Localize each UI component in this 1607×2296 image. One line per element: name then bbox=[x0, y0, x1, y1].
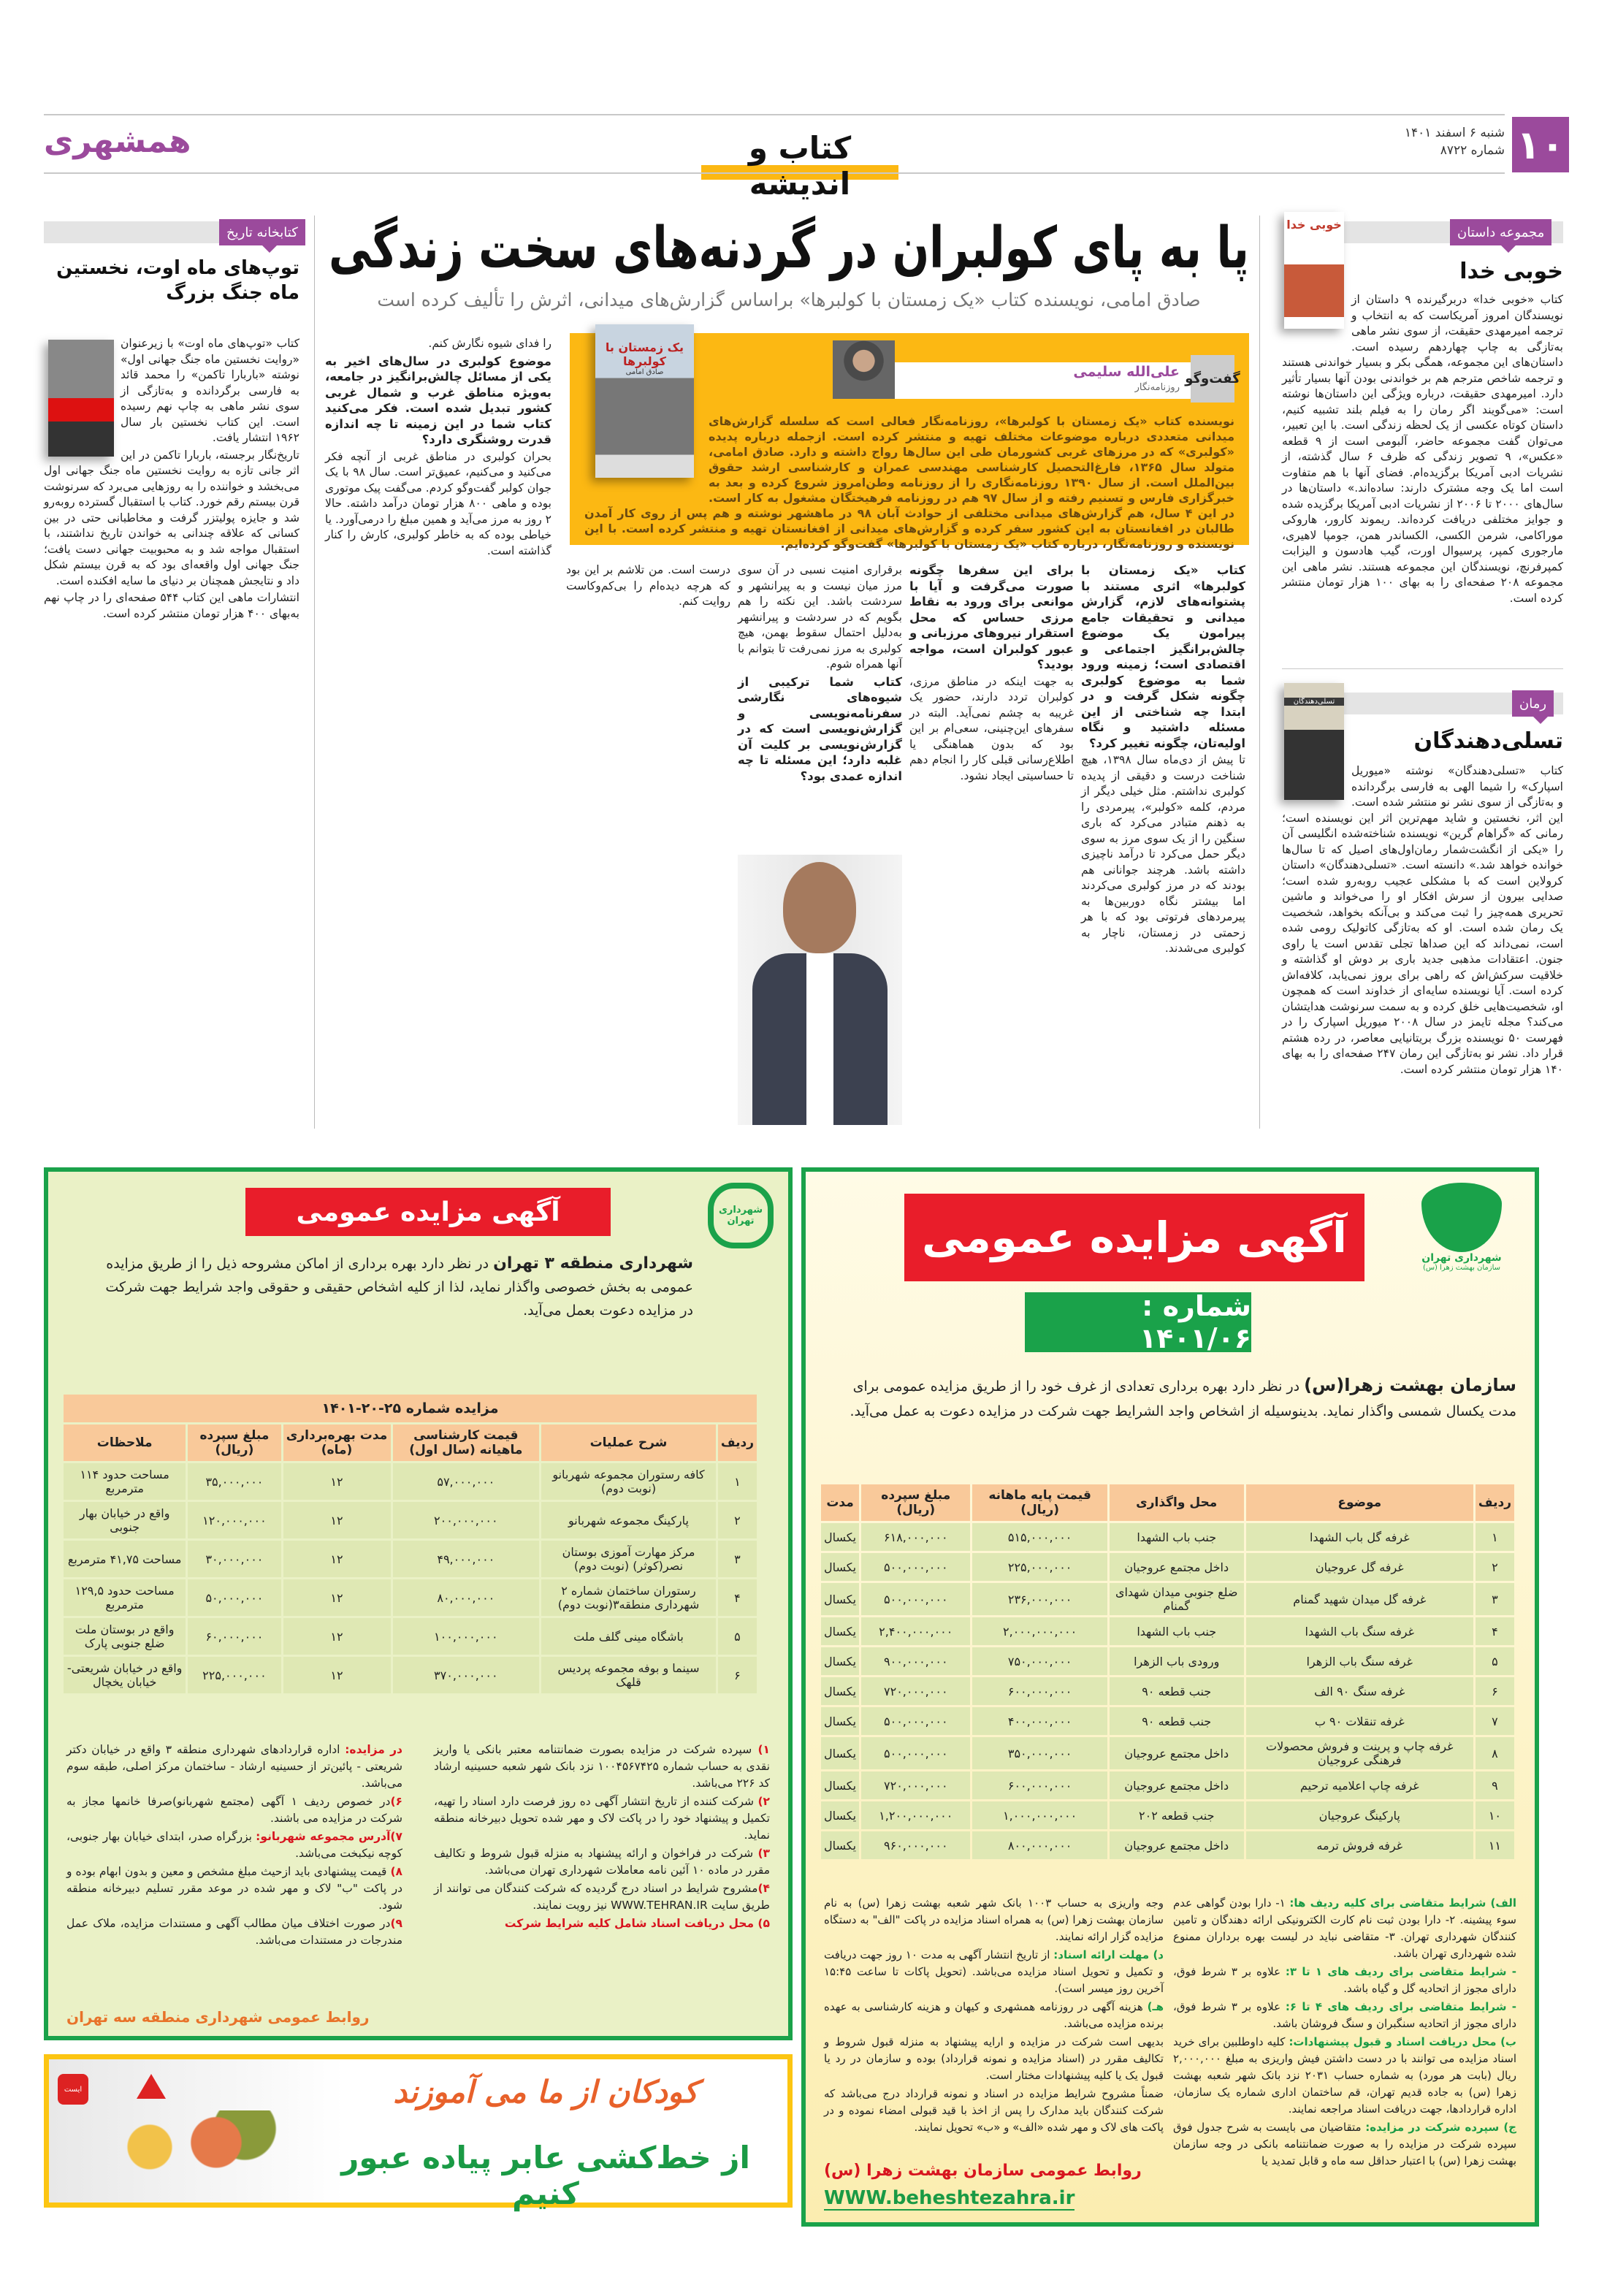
condition-text: مشروح شرایط در اسناد درج گردیده که شرکت کنندگان می توانند از طریق سایت WWW.TEHRAN.IR نیز رویت نمایند. bbox=[434, 1882, 770, 1912]
interview-question: برای این سفرها چگونه صورت می‌گرفت و آیا با موانعی برای ورود به نقاط مرزی حساس که محل استقرار نیروهای مرزبانی و عبور کولبران است، مواجه بودید؟ bbox=[909, 563, 1074, 671]
table-cell: ۵۰۰,۰۰۰,۰۰۰ bbox=[861, 1707, 970, 1735]
crosswalk-sign-icon bbox=[137, 2074, 166, 2099]
interview-answer: تا پیش از دی‌ماه سال ۱۳۹۸، هیچ شناخت درست و دقیقی از پدیده کولبری نداشتم. مثل خیلی دیگر از مردم، کلمه «کولبر»، پیرمردی را به ذهنم متبادر می‌کرد که باری سنگین را از یک سوی مرز به سوی دیگر حمل می‌کرد تا درآمد ناچیزی داشته باشد. هرچند جوانانی هم بودند که در مرز کولبری می‌کردند اما بیشتر نگاه دوربین‌ها به پیرمردهای فرتوتی بود که با هر زحمتی در زمستان، ناچار به کولبری می‌شدند. bbox=[1081, 753, 1245, 955]
table-header-row bbox=[821, 1484, 1514, 1521]
table-row bbox=[821, 1831, 1514, 1859]
table-cell: ورودی باب الزهرا bbox=[1110, 1647, 1244, 1675]
condition-item bbox=[824, 1947, 1164, 1997]
section-title: کتاب و اندیشه bbox=[748, 130, 852, 202]
author-role: روزنامه‌نگار bbox=[1134, 382, 1180, 393]
table-cell: واقع در خیابان بهار جنوبی bbox=[64, 1502, 186, 1538]
table-cell: یکسال bbox=[821, 1737, 859, 1769]
auction-table bbox=[61, 1422, 759, 1696]
condition-text: اداره قراردادهای شهرداری منطقه ۳ واقع در خیابان دکتر شریعتی - پائین‌تر از حسینیه ارشاد - ساختمان مرکز اصلی، طبقه سوم می‌باشد. bbox=[66, 1743, 402, 1790]
auction-table bbox=[819, 1482, 1516, 1861]
article-body-text: کتاب «تسلی‌دهندگان» نوشته «میوریل اسپارک» را شیما الهی به فارسی برگردانده و به‌تازگی از سوی نشر نو منتشر شده است. این اثر، نخستین و شاید مهم‌ترین اثر این نویسنده است؛ رمانی که «گراهام گرین» نویسنده شناخته‌شده انگلیسی آن را «یکی از انگشت‌شمار رمان‌اول‌های اصیل که تا سال‌ها خوانده خواهد شد.» دانسته است. «تسلی‌دهندگان» داستان کرولاین است که با مشکلی عجیب روبه‌رو شده است؛ صدایی بیرون از سرش افکار او را می‌خواند و ماشین تحریری همه‌چیز را ثبت می‌کند و بی‌آنکه بخواهد، شخصیت یک رمان شده است. او که به‌تازگی کاتولیک رومی شده است، نمی‌داند که این صداها تجلی تقدس است یا راوی جنون. اعتقادات مذهبی جدید باری بر دوش او گذاشته و خلاقیت سرکش‌اش که راهی برای بروز نمی‌یابد، کلافه‌اش کرده است. آیا نویسنده سایه‌ای از خداوند است که همچون او، شخصیت‌هایی خلق کرده و به سمت سرنوشت هدایتشان می‌کند؟ مجله تایمز در سال ۲۰۰۸ میوریل اسپارک را در فهرست ۵۰ نویسنده بزرگ بریتانیایی معاصر، در رده هشتم قرار داد. نشر نو به‌تازگی این رمان ۲۴۷ صفحه‌ای را به بهای ۱۴۰ هزار تومان منتشر کرده است. bbox=[1282, 764, 1564, 1076]
page-number: ۱۰ bbox=[1512, 117, 1569, 172]
table-cell: مساحت حدود ۱۱۴ مترمربع bbox=[64, 1463, 186, 1500]
book-cover-title: یک زمستان با کولبرها bbox=[605, 340, 684, 368]
condition-label: ۷)آدرس مجموعه شهربانو: bbox=[256, 1830, 402, 1843]
table-cell: جنب باب الشهدا bbox=[1110, 1617, 1244, 1645]
condition-label: ۲) bbox=[757, 1795, 770, 1808]
cover-spacer bbox=[584, 413, 709, 501]
table-cell: یکسال bbox=[821, 1707, 859, 1735]
table-cell: ۶۰,۰۰۰,۰۰۰ bbox=[188, 1618, 280, 1655]
condition-label: - شرایط متقاضی برای ردیف های ۱ تا ۳: bbox=[1285, 1965, 1516, 1978]
table-cell: ۵۷,۰۰۰,۰۰۰ bbox=[393, 1463, 540, 1500]
ad-title: آگهی مزایده عمومی bbox=[904, 1194, 1364, 1281]
table-cell: یکسال bbox=[821, 1677, 859, 1705]
auction-table-wrap bbox=[819, 1482, 1516, 1861]
ad-behesht-zahra-auction bbox=[801, 1167, 1539, 2227]
article-body-text: تاریخ‌نگار برجسته، باربارا تاکمن در این اثر جانی تازه به روایت نخستین ماه جنگ جهانی اول می‌بخشد و خواننده را به روزهایی می‌برد که سرنوشت قرن بیستم رقم خورد. کتاب با استقبال گسترده روبه‌رو شد و جایزه پولیتزر گرفت و مخاطبانی حتی در بین کسانی که علاقه چندانی به خواندن تاریخ نداشتند، با استقبال مواجه شد و به محبوبیت جهانی دست یافت؛ جنگ جهانی اول واقعه‌ای بود که به قرن بیستم شکل داد و نتایجش همچنان بر دنیای ما سایه افکنده است. bbox=[44, 448, 299, 587]
table-cell: غرفه گل باب الشهدا bbox=[1246, 1523, 1473, 1551]
table-cell: ۶۰۰,۰۰۰,۰۰۰ bbox=[972, 1771, 1107, 1799]
conditions-right bbox=[1173, 1895, 1516, 2171]
logo-line-2: سازمان بهشت زهرا (س) bbox=[1422, 1264, 1501, 1272]
issue-number: شماره ۸۷۲۲ bbox=[1440, 143, 1505, 158]
category-label: رمان bbox=[1512, 690, 1554, 717]
cover-spacer bbox=[1282, 763, 1351, 807]
condition-label: ۱) bbox=[757, 1743, 770, 1756]
byline-bar bbox=[833, 362, 1240, 399]
table-cell: رستوران ساختمان شماره ۲ شهرداری منطقه۳(نوبت دوم) bbox=[541, 1579, 716, 1616]
table-row bbox=[821, 1647, 1514, 1675]
table-cell: ۷ bbox=[1476, 1707, 1514, 1735]
condition-item bbox=[1173, 2119, 1516, 2170]
article-column-1 bbox=[1081, 562, 1245, 1129]
condition-text: متقاضیان می بایست به شرح جدول فوق سپرده شرکت در مزایده را به صورت ضمانتنامه بانکی در وجه سازمان بهشت زهرا (س) با اعتبار حداقل سه ماه و قابل تمدید یا bbox=[1173, 2121, 1516, 2167]
header-top-rule bbox=[44, 114, 1505, 115]
article-title: تسلی‌دهندگان bbox=[1413, 728, 1563, 754]
table-cell: ۶۱۸,۰۰۰,۰۰۰ bbox=[861, 1523, 970, 1551]
table-row bbox=[821, 1617, 1514, 1645]
table-cell: واقع در خیابان شریعتی- خیابان یخچال bbox=[64, 1657, 186, 1693]
table-cell: ۵ bbox=[1476, 1647, 1514, 1675]
issue-date: شنبه ۶ اسفند ۱۴۰۱ bbox=[1404, 126, 1505, 140]
condition-label: ۸) bbox=[390, 1865, 402, 1878]
condition-item bbox=[434, 1915, 770, 1932]
book-cover-title: تسلی‌دهندگان bbox=[1284, 698, 1344, 706]
table-cell: داخل مجتمع عروجیان bbox=[1110, 1737, 1244, 1769]
table-cell: ۷۲۰,۰۰۰,۰۰۰ bbox=[861, 1771, 970, 1799]
column-header: شرح عملیات bbox=[541, 1424, 716, 1461]
column-header: قیمت پایه ماهانه (ریال) bbox=[972, 1484, 1107, 1521]
face bbox=[783, 862, 856, 953]
table-row bbox=[821, 1771, 1514, 1799]
ad-title: آگهی مزایده عمومی bbox=[245, 1188, 611, 1236]
interview-answer: به جهت اینکه در مناطق مرزی، کولبران تردد دارند، حضور یک غریبه به چشم نمی‌آید. البته در سفرهای این‌چنینی، سعی‌ام بر این بود که بدون هماهنگی یا اطلاع‌رسانی قبلی کار را انجام دهم تا حساسیتی ایجاد نشود. bbox=[909, 674, 1074, 782]
table-row bbox=[64, 1657, 757, 1693]
condition-item bbox=[824, 1895, 1164, 1945]
column-header: مبلغ سپرده (ریال) bbox=[861, 1484, 970, 1521]
table-cell: ۹ bbox=[1476, 1771, 1514, 1799]
condition-item bbox=[66, 1742, 402, 1792]
condition-label: هـ) bbox=[1147, 2000, 1164, 2013]
newspaper-logo: همشهری bbox=[44, 123, 191, 160]
table-row bbox=[64, 1502, 757, 1538]
article-body bbox=[1282, 292, 1563, 636]
column-header: قیمت کارشناسی ماهیانه (سال اول) bbox=[393, 1424, 540, 1461]
table-cell: ۱,۰۰۰,۰۰۰,۰۰۰ bbox=[972, 1801, 1107, 1829]
stop-sign-icon bbox=[58, 2074, 88, 2105]
column-text: را فدای شیوه نگارش کنم. bbox=[428, 337, 551, 350]
table-cell: ۱ bbox=[718, 1463, 757, 1500]
table-row bbox=[821, 1677, 1514, 1705]
table-caption: مزایده شماره ۲۵-۲۰-۱۴۰۱ bbox=[64, 1395, 757, 1422]
advertiser-name: شهرداری منطقه ۳ تهران bbox=[493, 1254, 693, 1273]
table-cell: ۵۰۰,۰۰۰,۰۰۰ bbox=[861, 1583, 970, 1615]
intro-text-content: نویسنده کتاب «یک زمستان با کولبرها»، روزنامه‌نگار فعالی است که سلسله گزارش‌های میدانی متعددی درباره موضوعات مختلف تهیه و منتشر کرده است. ازجمله درباره پدیده «کولبری» که در مرزهای غربی کشورمان طی این سال‌ها رواج داشته و دارد. صادق امامی، متولد سال ۱۳۶۵، فارغ‌التحصیل کارشناسی مهندسی عمران و کارشناسی ارشد حقوق بین‌الملل است. از سال ۱۳۹۰ روزنامه‌نگاری را از روزنامه وطن‌امروز شروع کرده و بعد به خبرگزاری فارس و تسنیم رفته و از سال ۹۷ هم در روزنامه فرهیختگان مشغول به کار است. در این ۴ سال، هم گزارش‌های میدانی مختلفی از حوادث آبان ۹۸ در ماهشهر نوشته و هم پس از روی کار آمدن طالبان در افغانستان به این کشور سفر کرده و گزارش‌های میدانی از افغانستان تهیه و منتشر کرده است. با این نویسنده و روزنامه‌نگار، درباره کتاب «یک زمستان با کولبرها» گفت‌وگو کرده‌ایم. bbox=[584, 414, 1235, 551]
table-cell: ۳۰,۰۰۰,۰۰۰ bbox=[188, 1541, 280, 1577]
condition-text: ۱- دارا بودن گواهی عدم سوء پیشینه. ۲- دارا بودن ثبت نام کارت الکترونیکی ارائه دهندگان و تامین کنندگان شهرداری تهران. ۳- متقاضی نباید در لیست بهره برداران ممنوع شده شهرداری تهران باشد. bbox=[1173, 1896, 1516, 1960]
issue-info bbox=[1359, 124, 1505, 159]
article-column-2 bbox=[909, 562, 1074, 1129]
table-cell: ۴ bbox=[1476, 1617, 1514, 1645]
condition-item bbox=[66, 1793, 402, 1827]
table-cell: ۱۲ bbox=[283, 1618, 391, 1655]
cover-spacer bbox=[44, 336, 121, 460]
table-cell: ۳۵,۰۰۰,۰۰۰ bbox=[188, 1463, 280, 1500]
table-cell: ۱۲ bbox=[283, 1541, 391, 1577]
ad-intro-text: در نظر دارد بهره برداری تعدادی از غرف خود را از طریق مزایده عمومی برای مدت یکسال شمسی واگذار نماید. بدینوسیله از اشخاص واجد الشرایط جهت شرکت در مزایده دعوت به عمل می‌آید. bbox=[850, 1378, 1516, 1419]
table-cell: ۳ bbox=[1476, 1583, 1514, 1615]
category-label: کتابخانه تاریخ bbox=[219, 219, 305, 245]
condition-label: ۵) محل دریافت اسناد شامل کلیه شرایط شرکت bbox=[504, 1917, 770, 1930]
article-closing: انتشارات ماهی این کتاب ۵۴۴ صفحه‌ای را در چاپ نهم به‌بهای ۴۰۰ هزار تومان منتشر کرده است. bbox=[44, 591, 299, 620]
table-cell: غرفه گل عروجیان bbox=[1246, 1553, 1473, 1581]
condition-text: کلیه داوطلبین برای خرید اسناد مزایده می توانند با در دست داشتن فیش واریزی به مبلغ ۲,۰۰۰,۰۰۰ ریال (بابت هر مورد) به شماره حساب ۲۰۳۱ نزد بانک شهر شعبه بهشت زهرا (س) به جاده قدیم تهران، قم ساختمان اداری شماره یک سازمان، اداره قراردادها، جهت دریافت اسناد مراجعه نمایند. bbox=[1173, 2035, 1516, 2116]
table-cell: یکسال bbox=[821, 1801, 859, 1829]
table-cell: ۶ bbox=[1476, 1677, 1514, 1705]
article-column-3 bbox=[738, 562, 902, 847]
headline bbox=[329, 213, 1249, 283]
table-cell: جنب قطعه ۹۰ bbox=[1110, 1677, 1244, 1705]
table-cell: ۵۰۰,۰۰۰,۰۰۰ bbox=[861, 1553, 970, 1581]
condition-item bbox=[1173, 1895, 1516, 1962]
table-cell: یکسال bbox=[821, 1523, 859, 1551]
table-cell: یکسال bbox=[821, 1771, 859, 1799]
table-row bbox=[821, 1737, 1514, 1769]
suit bbox=[752, 953, 888, 1125]
table-cell: ۱۰۰,۰۰۰,۰۰۰ bbox=[393, 1618, 540, 1655]
cover-spacer bbox=[1282, 292, 1351, 351]
ad-intro-text: در نظر دارد بهره برداری از اماکن مشروحه ذیل را از طریق مزایده عمومی به بخش خصوصی واگذار نماید، لذا از کلیه اشخاص حقیقی و حقوقی واجد شرایط جهت شرکت در مزایده دعوت بعمل می‌آید. bbox=[105, 1256, 693, 1319]
table-cell: ۱۱ bbox=[1476, 1831, 1514, 1859]
table-cell: یکسال bbox=[821, 1617, 859, 1645]
table-cell: ۱۰ bbox=[1476, 1801, 1514, 1829]
table-cell: ۵۰,۰۰۰,۰۰۰ bbox=[188, 1579, 280, 1616]
tulip-logo-icon bbox=[1421, 1183, 1502, 1252]
table-row bbox=[821, 1801, 1514, 1829]
condition-text: قیمت پیشنهادی باید ازحیث مبلغ مشخص و معین و بدون ابهام بوده و در پاکت "ب" لاک و مهر شده در موعد مقرر تسلیم دبیرخانه منطقه شود. bbox=[66, 1865, 402, 1912]
intro-box bbox=[570, 333, 1249, 551]
table-row bbox=[64, 1541, 757, 1577]
table-cell: ۴۹,۰۰۰,۰۰۰ bbox=[393, 1541, 540, 1577]
article-title: توپ‌های ماه اوت، نخستین ماه جنگ بزرگ bbox=[56, 257, 299, 304]
table-cell: ۲۳۶,۰۰۰,۰۰۰ bbox=[972, 1583, 1107, 1615]
table-cell: ۱۲ bbox=[283, 1657, 391, 1693]
article-column-4 bbox=[566, 562, 730, 1129]
condition-label: الف) شرایط متقاضی برای کلیه ردیف ها: bbox=[1289, 1896, 1516, 1910]
condition-label: در مزایده: bbox=[345, 1743, 402, 1756]
column-header: مبلغ سپرده (ریال) bbox=[188, 1424, 280, 1461]
table-cell: ۱۲ bbox=[283, 1463, 391, 1500]
table-cell: ۹۶۰,۰۰۰,۰۰۰ bbox=[861, 1831, 970, 1859]
condition-item bbox=[1173, 1964, 1516, 1997]
article-column-5 bbox=[325, 336, 551, 1129]
table-cell: ۱۲ bbox=[283, 1579, 391, 1616]
column-header: محل واگذاری bbox=[1110, 1484, 1244, 1521]
table-cell: ۴۰۰,۰۰۰,۰۰۰ bbox=[972, 1707, 1107, 1735]
table-cell: ۲۲۵,۰۰۰,۰۰۰ bbox=[188, 1657, 280, 1693]
table-cell: باشگاه مینی گلف ملت bbox=[541, 1618, 716, 1655]
table-cell: ۷۵۰,۰۰۰,۰۰۰ bbox=[972, 1647, 1107, 1675]
condition-label: ج) سپرده شرکت در مزایده: bbox=[1365, 2121, 1516, 2134]
table-cell: داخل مجتمع عروجیان bbox=[1110, 1771, 1244, 1799]
article-body-text: کتاب «خوبی خدا» دربرگیرنده ۹ داستان از نویسندگان امروز آمریکاست که به انتخاب و ترجمه امیرمهدی حقیقت، از سوی نشر ماهی به‌تازگی به چاپ چهاردهم رسیده است. داستان‌های این مجموعه، همگی بکر و بسیار خواندنی هستند و ترجمه شاخص مترجم هم بر خواندنی بودن آنها بسیار تأثیر دارد. امیرمهدی حقیقت، درباره ویژگی این داستان‌ها نوشته است: «می‌گویند اگر رمان را به فیلم بلند تشبیه کنیم، داستان کوتاه عکسی از یک لحظه زندگی است. با این تعبیر، می‌توان گفت مجموعه حاضر، آلبومی است از ۹ قطعه «عکس»، ۹ تصویر زندگی که ظرف ۶ سال گذشته، از نشریات ادبی آمریکا برگزیده‌ام. فضای آنها با هم متفاوت است اما یک وجه مشترک دارند: ساده‌اند.» داستان‌ها در سال‌های ۲۰۰۰ تا ۲۰۰۶ از نشریات ادبی آمریکا برگزیده شده و جوایز مختلفی دریافت کرده‌اند. ریموند کارور، هاروکی موراکامی، شرمن الکسی، الکساندر همن، جومپا لاهیری، مارجوری کمپر، پرسیوال اورت، گیب هادسون و الیزابت کمپرفرنچ، نویسندگان این مجموعه هستند. نشر ماهی این مجموعه ۲۰۸ صفحه‌ای را به بهای ۱۰۰ هزار تومان منتشر کرده است. bbox=[1282, 293, 1564, 605]
table-cell: مساحت ۴۱,۷۵ مترمربع bbox=[64, 1541, 186, 1577]
table-row bbox=[821, 1707, 1514, 1735]
table-cell: ضلع جنوبی میدان شهدای گمنام bbox=[1110, 1583, 1244, 1615]
condition-item bbox=[434, 1793, 770, 1844]
table-cell: ۸۰,۰۰۰,۰۰۰ bbox=[393, 1579, 540, 1616]
condition-item bbox=[1173, 2034, 1516, 2118]
column-header: ملاحظات bbox=[64, 1424, 186, 1461]
condition-item bbox=[66, 1828, 402, 1862]
table-cell: ۵ bbox=[718, 1618, 757, 1655]
condition-text: شرکت کننده از تاریخ انتشار آگهی ده روز فرصت دارد اسناد را تهیه، تکمیل و پیشنهاد خود را در پاکت لاک و مهر شده تحویل دبیرخانه منطقه نماید. bbox=[434, 1795, 770, 1842]
table-row bbox=[64, 1618, 757, 1655]
table-cell: ۳ bbox=[718, 1541, 757, 1577]
condition-text: در صورت اختلاف میان مطالب آگهی و مستندات مزایده، ملاک عمل مندرجات در مستندات می‌باشد. bbox=[66, 1917, 402, 1947]
ad-district3-auction bbox=[44, 1167, 793, 2040]
table-cell: پارکینگ مجموعه شهربانو bbox=[541, 1502, 716, 1538]
condition-text: وجه واریزی به حساب ۱۰۰۳ بانک شهر شعبه بهشت زهرا (س) به نام سازمان بهشت زهرا (س) به همراه اسناد مزایده در پاکت "الف" به دستگاه مزایده گزار ارائه نمایند. bbox=[824, 1896, 1164, 1943]
column-divider bbox=[1259, 216, 1260, 1129]
interviewee-photo bbox=[738, 855, 902, 1125]
condition-text: در خصوص ردیف ۱ آگهی (مجتمع شهربانو)صرفا خانمها مجاز به شرکت در مزایده می باشند. bbox=[66, 1795, 402, 1825]
table-cell: ۲۲۵,۰۰۰,۰۰۰ bbox=[972, 1553, 1107, 1581]
table-cell: مرکز مهارت آموزی بوستان نصر(کوثر) (نوبت دوم) bbox=[541, 1541, 716, 1577]
table-cell: مساحت حدود ۱۲۹,۵ مترمربع bbox=[64, 1579, 186, 1616]
table-cell: ۸۰۰,۰۰۰,۰۰۰ bbox=[972, 1831, 1107, 1859]
table-cell: ۲ bbox=[718, 1502, 757, 1538]
table-cell: ۳۷۰,۰۰۰,۰۰۰ bbox=[393, 1657, 540, 1693]
behesht-zahra-logo bbox=[1414, 1183, 1509, 1272]
table-cell: کافه رستوران مجموعه شهربانو (نوبت دوم) bbox=[541, 1463, 716, 1500]
column-divider bbox=[314, 216, 315, 1129]
table-cell: یکسال bbox=[821, 1647, 859, 1675]
table-row bbox=[821, 1523, 1514, 1551]
condition-text: از تاریخ انتشار آگهی به مدت ۱۰ روز جهت دریافت و تکمیل و تحویل اسناد مزایده می‌باشد. (تحویل پاکات تا ساعت ۱۵:۴۵ آخرین روز میسر است). bbox=[824, 1948, 1164, 1995]
table-cell: ۴ bbox=[718, 1579, 757, 1616]
auction-table-wrap bbox=[61, 1395, 759, 1696]
table-cell: جنب قطعه ۹۰ bbox=[1110, 1707, 1244, 1735]
condition-text: بدیهی است شرکت در مزایده و ارایه پیشنهاد به منزله قبول شروط و تکالیف مقرر در (اسناد مزایده و نمونه قرارداد) بوده و سازمان در رد یا قبول یک یا کلیه پیشنهادات مختار است. bbox=[824, 2035, 1164, 2082]
table-cell: ۸ bbox=[1476, 1737, 1514, 1769]
condition-label: د) مهلت ارائه اسناد: bbox=[1053, 1948, 1164, 1961]
table-cell: غرفه گل میدان شهید گمنام bbox=[1246, 1583, 1473, 1615]
condition-text: هزینه آگهی در روزنامه همشهری و کیهان و هزینه کارشناسی به عهده برنده مزایده می‌باشد. bbox=[824, 2000, 1164, 2030]
column-header: ردیف bbox=[1476, 1484, 1514, 1521]
subheadline bbox=[329, 289, 1249, 310]
conditions-right bbox=[434, 1742, 770, 1934]
condition-label: - شرایط متقاضی برای ردیف های ۴ تا ۶: bbox=[1285, 2000, 1516, 2013]
table-cell: واقع در بوستان ملت ضلع جنوبی پارک bbox=[64, 1618, 186, 1655]
condition-item bbox=[824, 1999, 1164, 2032]
table-cell: سینما و بوفه مجموعه پردیس قلهک bbox=[541, 1657, 716, 1693]
condition-text: علاوه بر ۳ شرط فوق، دارای مجوز از اتحادیه سنگبران و سنگ فروشان باشد. bbox=[1173, 2000, 1516, 2030]
table-cell: غرفه سنگ باب الزهرا bbox=[1246, 1647, 1473, 1675]
column-header: مدت بهره‌برداری (ماه) bbox=[283, 1424, 391, 1461]
table-row bbox=[64, 1463, 757, 1500]
table-cell: ۵۱۵,۰۰۰,۰۰۰ bbox=[972, 1523, 1107, 1551]
column-header: موضوع bbox=[1246, 1484, 1473, 1521]
table-cell: یکسال bbox=[821, 1553, 859, 1581]
table-cell: غرفه چاپ و پرینت و فروش محصولات فرهنگی عروجیان bbox=[1246, 1737, 1473, 1769]
interview-answer: برقراری امنیت نسبی در آن سوی مرز میان نیست و به پیرانشهر و سردشت باشد. این نکته را هم بگویم که در سردشت و پیرانشهر به‌دلیل احتمال سقوط بهمن، هیچ کولبری به مرز نمی‌رفت تا بتوانم با آنها همراه شوم. bbox=[738, 563, 902, 671]
article-body bbox=[1282, 763, 1563, 1114]
table-cell: ۱ bbox=[1476, 1523, 1514, 1551]
table-cell: یکسال bbox=[821, 1583, 859, 1615]
traffic-safety-ad bbox=[44, 2054, 793, 2211]
category-label: مجموعه داستان bbox=[1450, 219, 1551, 245]
table-cell: جنب باب الشهدا bbox=[1110, 1523, 1244, 1551]
condition-label: ۶) bbox=[390, 1795, 402, 1808]
interview-answer: درست است. من تلاشم بر این بود که هرچه دیده‌ام را بی‌کم‌وکاست روایت کنم. bbox=[566, 563, 730, 608]
table-cell: داخل مجتمع عروجیان bbox=[1110, 1831, 1244, 1859]
ad-intro bbox=[822, 1373, 1516, 1424]
article-title: خوبی خدا bbox=[1459, 259, 1563, 284]
book-cover-title: خوبی خدا bbox=[1286, 218, 1342, 232]
table-cell: ۱,۲۰۰,۰۰۰,۰۰۰ bbox=[861, 1801, 970, 1829]
table-cell: ۲ bbox=[1476, 1553, 1514, 1581]
interview-label: گفت‌وگو bbox=[1191, 355, 1234, 403]
condition-item bbox=[824, 2034, 1164, 2084]
condition-text: علاوه بر ۳ شرط فوق، دارای مجوز از اتحادیه گل و گیاه باشد. bbox=[1173, 1965, 1516, 1995]
table-cell: یکسال bbox=[821, 1831, 859, 1859]
condition-text: بزرگراه صدر، ابتدای خیابان بهار جنوبی، کوچه نیکبخت می‌باشد. bbox=[66, 1830, 402, 1860]
article-body bbox=[44, 336, 299, 1125]
condition-item bbox=[434, 1880, 770, 1914]
ad-footer: روابط عمومی شهرداری منطقه سه تهران bbox=[66, 2008, 370, 2026]
condition-label: ۳) bbox=[757, 1847, 770, 1860]
table-header-row bbox=[64, 1424, 757, 1461]
ad-line-2: از خط‌کشی عابر پیاده عبور کنیم bbox=[341, 2140, 750, 2211]
book-cover-author: صادق امامی bbox=[625, 368, 664, 376]
table-cell: ۶۰۰,۰۰۰,۰۰۰ bbox=[972, 1677, 1107, 1705]
column-header: مدت bbox=[821, 1484, 859, 1521]
logo-line-1: شهرداری تهران bbox=[1421, 1252, 1502, 1264]
table-cell: ۲,۴۰۰,۰۰۰,۰۰۰ bbox=[861, 1617, 970, 1645]
table-cell: ۷۲۰,۰۰۰,۰۰۰ bbox=[861, 1677, 970, 1705]
table-cell: پارکینگ عروجیان bbox=[1246, 1801, 1473, 1829]
website-link[interactable]: WWW.beheshtezahra.ir bbox=[824, 2187, 1075, 2209]
table-row bbox=[64, 1579, 757, 1616]
interview-answer: بحران کولبری در مناطق غربی از آنچه فکر می‌کنید و می‌کنیم، عمیق‌تر است. سال ۹۸ با یک جوان کولبر گفت‌وگو کردم. می‌گفت پیک موتوری بوده و ماهی ۸۰۰ هزار تومان درآمد داشته. حالا ۲ روز به مرز می‌آید و همین مبلغ را درمی‌آورد. یا خیاطی بوده که به خاطر کولبری، کارش را کنار گذاشته است. bbox=[325, 449, 551, 557]
condition-item bbox=[66, 1915, 402, 1949]
article-separator bbox=[1282, 668, 1563, 669]
auction-number: شماره : ۱۴۰۱/۰۶ bbox=[1025, 1292, 1251, 1352]
article-intro: کتاب «توپ‌های ماه اوت» با زیرعنوان «روایت نخستین ماه جنگ جهانی اول» نوشته «باربارا تاکمن» را محمد قائد به فارسی برگردانده و به‌تازگی از سوی نشر ماهی به چاپ نهم رسیده است. این کتاب نخستین بار سال ۱۹۶۲ انتشار یافت. bbox=[121, 337, 299, 444]
condition-label: ۹) bbox=[390, 1917, 402, 1930]
tehran-municipality-logo: شهرداری تهران bbox=[708, 1183, 774, 1248]
conditions-left bbox=[824, 1895, 1164, 2137]
table-cell: ۹۰۰,۰۰۰,۰۰۰ bbox=[861, 1647, 970, 1675]
stop-sign-text: ایست bbox=[64, 2085, 83, 2094]
column-header: ردیف bbox=[718, 1424, 757, 1461]
headline-text: پا به پای کولبران در گردنه‌های سخت زندگی bbox=[329, 216, 1249, 281]
interview-question: موضوع کولبری در سال‌های اخیر به یکی از مسائل چالش‌برانگیز در جامعه، به‌ویژه مناطق غرب و شمال غربی کشور تبدیل شده است. فکر می‌کنید کتاب شما در این زمینه تا چه اندازه قدرت روشنگری دارد؟ bbox=[325, 354, 551, 446]
table-cell: ۶ bbox=[718, 1657, 757, 1693]
condition-item bbox=[434, 1742, 770, 1792]
ad-intro bbox=[94, 1252, 693, 1322]
family-crossing-illustration bbox=[93, 2110, 283, 2202]
table-cell: غرفه سنگ باب الشهدا bbox=[1246, 1617, 1473, 1645]
table-row bbox=[821, 1583, 1514, 1615]
condition-label: ب) محل دریافت اسناد و قبول پیشنهادات: bbox=[1289, 2035, 1516, 2048]
condition-item bbox=[434, 1845, 770, 1879]
table-row bbox=[821, 1553, 1514, 1581]
subheadline-text: صادق امامی، نویسنده کتاب «یک زمستان با کولبرها» براساس گزارش‌های میدانی، اثرش را تألیف کرده است bbox=[377, 289, 1201, 310]
advertiser-name: سازمان بهشت زهرا(س) bbox=[1304, 1375, 1516, 1395]
condition-text: شرکت در فراخوان و ارائه پیشنهاد به منزله قبول شروط و تکالیف مقرر در ماده ۱۰ آئین نامه معاملات شهرداری تهران می‌باشد. bbox=[434, 1847, 770, 1877]
table-cell: غرفه تنقلات ۹۰ ب bbox=[1246, 1707, 1473, 1735]
table-cell: ۲,۰۰۰,۰۰۰,۰۰۰ bbox=[972, 1617, 1107, 1645]
ad-footer: روابط عمومی سازمان بهشت زهرا (س) bbox=[824, 2162, 1142, 2180]
condition-label: ۴) bbox=[757, 1882, 770, 1895]
table-cell: داخل مجتمع عروجیان bbox=[1110, 1553, 1244, 1581]
table-cell: ۵۰۰,۰۰۰,۰۰۰ bbox=[861, 1737, 970, 1769]
condition-text: سپرده شرکت در مزایده بصورت ضمانتنامه معتبر بانکی یا واریز نقدی به حساب شماره ۱۰۰۴۵۶۷۴۲۵ نزد بانک شهر شعبه حسینیه ارشاد کد ۲۲۶ می‌باشد. bbox=[434, 1743, 770, 1790]
table-cell: جنب قطعه ۲۰۲ bbox=[1110, 1801, 1244, 1829]
interview-question: کتاب «یک زمستان با کولبرها» اثری مستند با پشتوانه‌های لازم، گزارش میدانی و تحقیقات جامع پیرامون یک موضوع چالش‌برانگیز اجتماعی و اقتصادی است؛ زمینه ورود شما به موضوع کولبری چگونه شکل گرفت و در ابتدا چه شناختی از این مسئله داشتید و نگاه اولیه‌تان، چگونه تغییر کرد؟ bbox=[1081, 563, 1245, 750]
author-photo bbox=[833, 340, 895, 399]
condition-text: ضمناً مشروح شرایط مزایده در اسناد و نمونه قرارداد درج می‌باشد که شرکت کنندگان باید مدارک را پس از اخذ با قید قبولی امضاء نموده و در پاکت های لاک و مهر شده «الف» و «ب» تحویل نمایند. bbox=[824, 2087, 1164, 2134]
condition-item bbox=[824, 2086, 1164, 2136]
table-cell: غرفه چاپ اعلامیه ترحیم bbox=[1246, 1771, 1473, 1799]
ad-line-1: کودکان از ما می آموزند bbox=[393, 2074, 698, 2110]
condition-item bbox=[1173, 1999, 1516, 2032]
table-cell: ۱۲ bbox=[283, 1502, 391, 1538]
table-cell: ۲۰۰,۰۰۰,۰۰۰ bbox=[393, 1502, 540, 1538]
condition-item bbox=[66, 1864, 402, 1914]
table-cell: ۳۵۰,۰۰۰,۰۰۰ bbox=[972, 1737, 1107, 1769]
table-cell: غرفه سنگ ۹۰ الف bbox=[1246, 1677, 1473, 1705]
interview-question: کتاب شما ترکیبی از شیوه‌های نگارشی سفرنامه‌نویسی و گزارش‌نویسی است که در گزارش‌نویسی بر کلیت آن غلبه دارد؛ این مسئله تا چه اندازه عمدی بود؟ bbox=[738, 674, 902, 783]
intro-text bbox=[584, 413, 1235, 551]
table-cell: غرفه فروش ترمه bbox=[1246, 1831, 1473, 1859]
author-name: علی‌الله سلیمی bbox=[1073, 364, 1180, 380]
conditions-left bbox=[66, 1742, 402, 1950]
table-cell: ۱۲۰,۰۰۰,۰۰۰ bbox=[188, 1502, 280, 1538]
